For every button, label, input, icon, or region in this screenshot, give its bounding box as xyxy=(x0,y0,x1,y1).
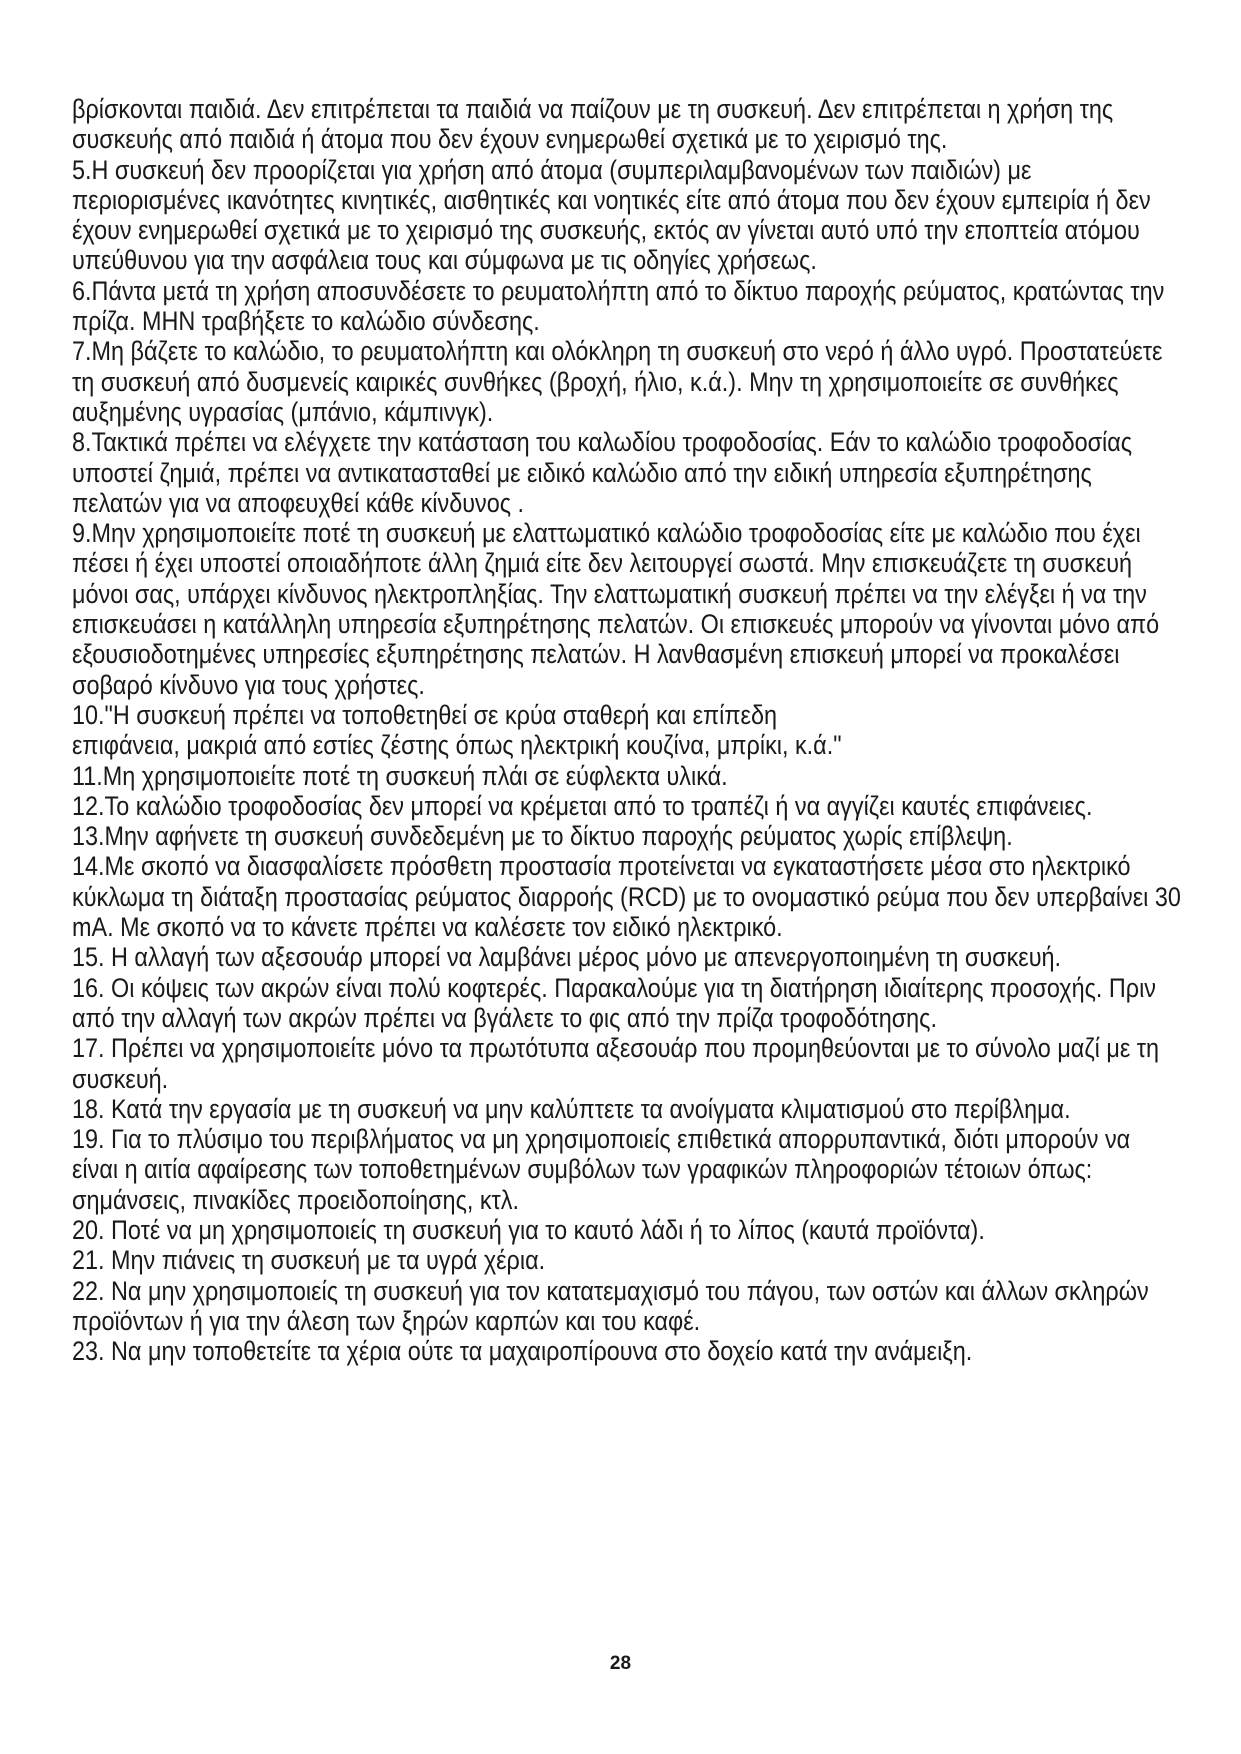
paragraph-item-22: 22. Να μην χρησιμοποιείς τη συσκευή για τον κατατεμαχισμό του πάγου, των οστών και άλλων σκληρών προϊόντων ή για την άλεση των ξηρών καρπών και του καφέ. xyxy=(72,1275,1149,1336)
paragraph-item-15: 15. Η αλλαγή των αξεσουάρ μπορεί να λαμβάνει μέρος μόνο με απενεργοποιημένη τη συσκευή. xyxy=(72,942,1062,973)
paragraph-children-restriction: βρίσκονται παιδιά. Δεν επιτρέπεται τα παιδιά να παίζουν με τη συσκευή. Δεν επιτρέπεται η χρήση της συσκευής από παιδιά ή άτομα που δεν έχουν ενημερωθεί σχετικά με το χειρισμό της. xyxy=(72,94,1114,155)
paragraph-item-9: 9.Μην χρησιμοποιείτε ποτέ τη συσκευή με ελαττωματικό καλώδιο τροφοδοσίας είτε με καλώδιο που έχει πέσει ή έχει υποστεί οποιαδήποτε άλλη ζημιά είτε δεν λειτουργεί σωστά. Μην επισκευάζετε τη συσκευή μόνοι σας, υπάρχει κίνδυνος ηλεκτροπληξίας. Την ελαττωματική συσκευή πρέπει να την ελέγξει ή να την επισκευάσει η κατάλληλη υπηρεσία εξυπηρέτησης πελατών. Οι επισκευές μπορούν να γίνονται μόνο από εξουσιοδοτημένες υπηρεσίες εξυπηρέτησης πελατών. Η λανθασμένη επισκευή μπορεί να προκαλέσει σοβαρό κίνδυνο για τους χρήστες. xyxy=(72,518,1160,700)
document-body xyxy=(72,94,1182,1366)
paragraph-item-11: 11.Μη χρησιμοποιείτε ποτέ τη συσκευή πλάι σε εύφλεκτα υλικά. xyxy=(72,760,728,791)
paragraph-item-10-line-1: 10."Η συσκευή πρέπει να τοποθετηθεί σε κρύα σταθερή και επίπεδη xyxy=(72,699,778,730)
paragraph-item-5: 5.Η συσκευή δεν προορίζεται για χρήση από άτομα (συμπεριλαμβανομένων των παιδιών) με περιορισμένες ικανότητες κινητικές, αισθητικές και νοητικές είτε από άτομα που δεν έχουν εμπειρία ή δεν έχουν ενημερωθεί σχετικά με το χειρισμό της συσκευής, εκτός αν γίνεται αυτό υπό την εποπτεία ατόμου υπεύθυνου για την ασφάλεια τους και σύμφωνα με τις οδηγίες χρήσεως. xyxy=(72,154,1151,276)
paragraph-item-21: 21. Μην πιάνεις τη συσκευή με τα υγρά χέρια. xyxy=(72,1245,546,1276)
paragraph-item-23: 23. Να μην τοποθετείτε τα χέρια ούτε τα μαχαιροπίρουνα στο δοχείο κατά την ανάμειξη. xyxy=(72,1336,973,1367)
paragraph-item-17: 17. Πρέπει να χρησιμοποιείτε μόνο τα πρωτότυπα αξεσουάρ που προμηθεύονται με το σύνολο μαζί με τη συσκευή. xyxy=(72,1033,1160,1094)
paragraph-item-14: 14.Με σκοπό να διασφαλίσετε πρόσθετη προστασία προτείνεται να εγκαταστήσετε μέσα στο ηλεκτρικό κύκλωμα τη διάταξη προστασίας ρεύματος διαρροής (RCD) με το ονομαστικό ρεύμα που δεν υπερβαίνει 30 mA. Με σκοπό να το κάνετε πρέπει να καλέσετε τον ειδικό ηλεκτρικό. xyxy=(72,851,1181,943)
paragraph-item-6: 6.Πάντα μετά τη χρήση αποσυνδέσετε το ρευματολήπτη από το δίκτυο παροχής ρεύματος, κρατώντας την πρίζα. ΜΗΝ τραβήξετε το καλώδιο σύνδεσης. xyxy=(72,275,1165,337)
paragraph-item-8: 8.Τακτικά πρέπει να ελέγχετε την κατάσταση του καλωδίου τροφοδοσίας. Εάν το καλώδιο τροφοδοσίας υποστεί ζημιά, πρέπει να αντικατασταθεί με ειδικό καλώδιο από την ειδική υπηρεσία εξυπηρέτησης πελατών για να αποφευχθεί κάθε κίνδυνος . xyxy=(72,427,1133,518)
paragraph-item-10-line-2: επιφάνεια, μακριά από εστίες ζέστης όπως ηλεκτρική κουζίνα, μπρίκι, κ.ά." xyxy=(72,730,842,761)
paragraph-item-18: 18. Κατά την εργασία με τη συσκευή να μην καλύπτετε τα ανοίγματα κλιματισμού στο περίβλημα. xyxy=(72,1093,1071,1124)
page-number: 28 xyxy=(609,1653,632,1674)
paragraph-item-13: 13.Μην αφήνετε τη συσκευή συνδεδεμένη με το δίκτυο παροχής ρεύματος χωρίς επίβλεψη. xyxy=(72,821,1013,852)
paragraph-item-7: 7.Μη βάζετε το καλώδιο, το ρευματολήπτη και ολόκληρη τη συσκευή στο νερό ή άλλο υγρό. Προστατεύετε τη συσκευή από δυσμενείς καιρικές συνθήκες (βροχή, ήλιο, κ.ά.). Μην τη χρησιμοποιείτε σε συνθήκες αυξημένης υγρασίας (μπάνιο, κάμπινγκ). xyxy=(72,336,1163,427)
paragraph-item-19: 19. Για το πλύσιμο του περιβλήματος να μη χρησιμοποιείς επιθετικά απορρυπαντικά, διότι μπορούν να είναι η αιτία αφαίρεσης των τοποθετημένων συμβόλων των γραφικών πληροφοριών τέτοιων όπως: σημάνσεις, πινακίδες προειδοποίησης, κτλ. xyxy=(72,1124,1131,1215)
paragraph-item-16: 16. Οι κόψεις των ακρών είναι πολύ κοφτερές. Παρακαλούμε για τη διατήρηση ιδιαίτερης προσοχής. Πριν από την αλλαγή των ακρών πρέπει να βγάλετε το φις από την πρίζα τροφοδότησης. xyxy=(72,972,1156,1033)
paragraph-item-20: 20. Ποτέ να μη χρησιμοποιείς τη συσκευή για το καυτό λάδι ή το λίπος (καυτά προϊόντα). xyxy=(72,1214,985,1245)
paragraph-item-12: 12.Το καλώδιο τροφοδοσίας δεν μπορεί να κρέμεται από το τραπέζι ή να αγγίζει καυτές επιφάνειες. xyxy=(72,790,1093,821)
